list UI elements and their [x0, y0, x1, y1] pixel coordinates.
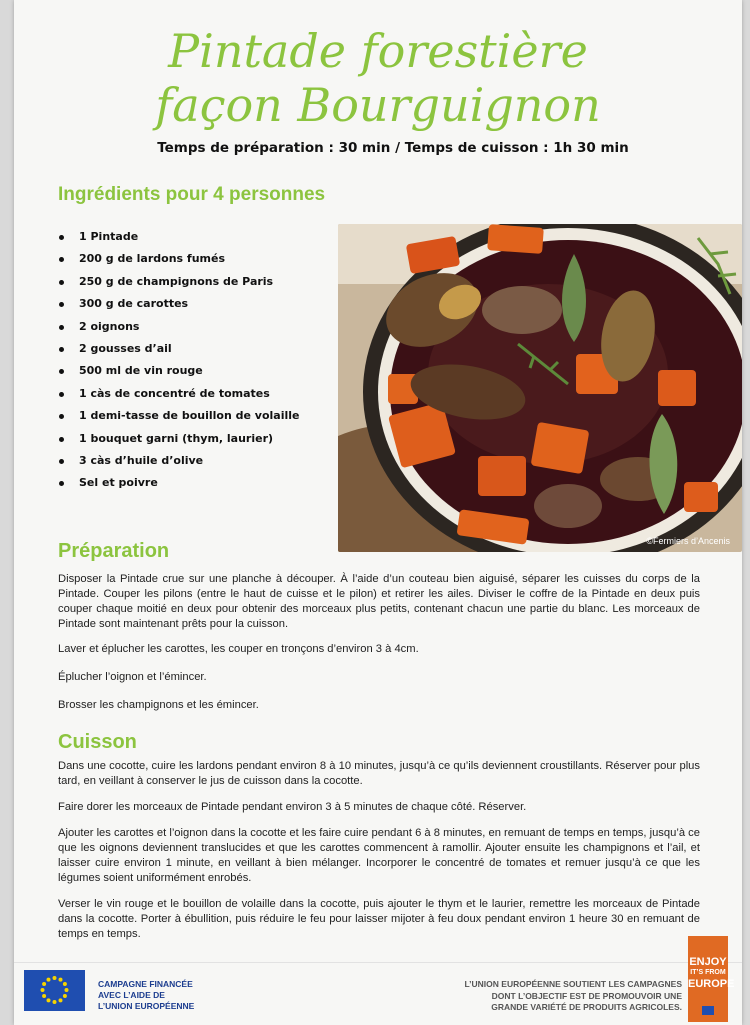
bullet-icon: [59, 302, 64, 307]
preparation-paragraph-4: Brosser les champignons et les émincer.: [58, 699, 259, 711]
recipe-times: Temps de préparation : 30 min / Temps de cuisson : 1h 30 min: [157, 140, 629, 156]
ingredient-item: 2 gousses d’ail: [59, 338, 300, 360]
bullet-icon: [59, 414, 64, 419]
bullet-icon: [59, 325, 64, 330]
cuisson-paragraph-4: Verser le vin rouge et le bouillon de volaille dans la cocotte, puis ajouter le thym et le laurier, remettre les morceaux de Pintade dans la cocotte. Porter à ébullition, puis réduire le feu pour laisser mijoter à feu doux pendant environ 1 heure 30 en remuant de temps en temps.: [58, 898, 700, 940]
bullet-icon: [59, 257, 64, 262]
recipe-sheet: [14, 0, 742, 1025]
enjoy-europe-logo: ENJOY IT’S FROM EUROPE: [688, 936, 728, 1022]
stew-illustration: [338, 224, 742, 552]
ingredient-item: 1 Pintade: [59, 226, 300, 248]
footer-divider: [14, 962, 742, 963]
ingredients-list: [59, 226, 300, 495]
ingredient-item: 500 ml de vin rouge: [59, 360, 300, 382]
campaign-funding-text: CAMPAGNE FINANCÉE AVEC L’AIDE DE L’UNION EUROPÉENNE: [98, 979, 195, 1011]
mini-eu-flag-icon: [702, 1006, 714, 1015]
bullet-icon: [59, 392, 64, 397]
dish-photo: [338, 224, 742, 552]
preparation-heading: Préparation: [58, 540, 170, 562]
bullet-icon: [59, 481, 64, 486]
ingredients-heading: Ingrédients pour 4 personnes: [58, 184, 326, 205]
ingredient-item: 2 oignons: [59, 316, 300, 338]
bullet-icon: [59, 347, 64, 352]
preparation-paragraph-3: Éplucher l’oignon et l’émincer.: [58, 671, 207, 683]
bullet-icon: [59, 437, 64, 442]
photo-credit: ©Fermiers d’Ancenis: [646, 536, 730, 546]
ingredient-item: 1 bouquet garni (thym, laurier): [59, 428, 300, 450]
recipe-title-line2: façon Bourguignon: [155, 78, 601, 132]
preparation-paragraph-1: Disposer la Pintade crue sur une planche à découper. À l’aide d’un couteau bien aiguisé, séparer les cuisses du corps de la Pintade. Couper les pilons (entre le haut de cuisse et le pilon) et retirer les ailes. Diviser le coffre de la Pintade en deux puis couper chaque moitié en deux pour obtenir des morceaux plus petits, contenant chacun une partie du blanc. Les morceaux de Pintade sont maintenant prêts pour la cuisson.: [58, 573, 700, 630]
eu-support-text: L’UNION EUROPÉENNE SOUTIENT LES CAMPAGNES DONT L’OBJECTIF EST DE PROMOUVOIR UNE GRANDE VARIÉTÉ DE PRODUITS AGRICOLES.: [464, 979, 682, 1012]
bullet-icon: [59, 369, 64, 374]
cuisson-paragraph-1: Dans une cocotte, cuire les lardons pendant environ 8 à 10 minutes, jusqu’à ce qu’ils deviennent croustillants. Réserver pour plus tard, en veillant à conserver le jus de cuisson dans la cocotte.: [58, 760, 700, 787]
cuisson-paragraph-2: Faire dorer les morceaux de Pintade pendant environ 3 à 5 minutes de chaque côté. Réserver.: [58, 801, 527, 813]
ingredient-item: 300 g de carottes: [59, 293, 300, 315]
ingredient-item: Sel et poivre: [59, 472, 300, 494]
ingredient-item: 1 demi-tasse de bouillon de volaille: [59, 405, 300, 427]
preparation-paragraph-2: Laver et éplucher les carottes, les couper en tronçons d’environ 3 à 4cm.: [58, 643, 419, 655]
ingredient-item: 200 g de lardons fumés: [59, 248, 300, 270]
ingredient-item: 3 càs d’huile d’olive: [59, 450, 300, 472]
bullet-icon: [59, 459, 64, 464]
cuisson-heading: Cuisson: [58, 731, 137, 753]
bullet-icon: [59, 280, 64, 285]
ingredient-item: 1 càs de concentré de tomates: [59, 383, 300, 405]
bullet-icon: [59, 235, 64, 240]
ingredient-item: 250 g de champignons de Paris: [59, 271, 300, 293]
recipe-title-line1: Pintade forestière: [168, 24, 588, 78]
eu-flag-icon: [24, 970, 85, 1011]
cuisson-paragraph-3: Ajouter les carottes et l’oignon dans la cocotte et les faire cuire pendant 6 à 8 minutes, en remuant de temps en temps, jusqu’à ce que les oignons deviennent translucides et que les carottes commencent à ramollir. Ajouter ensuite les champignons et l’ail, et laisser cuire environ 1 minute, en veillant à bien mélanger. Incorporer le concentré de tomates et remuer jusqu’à ce que les légumes soient uniformément enrobés.: [58, 827, 700, 884]
